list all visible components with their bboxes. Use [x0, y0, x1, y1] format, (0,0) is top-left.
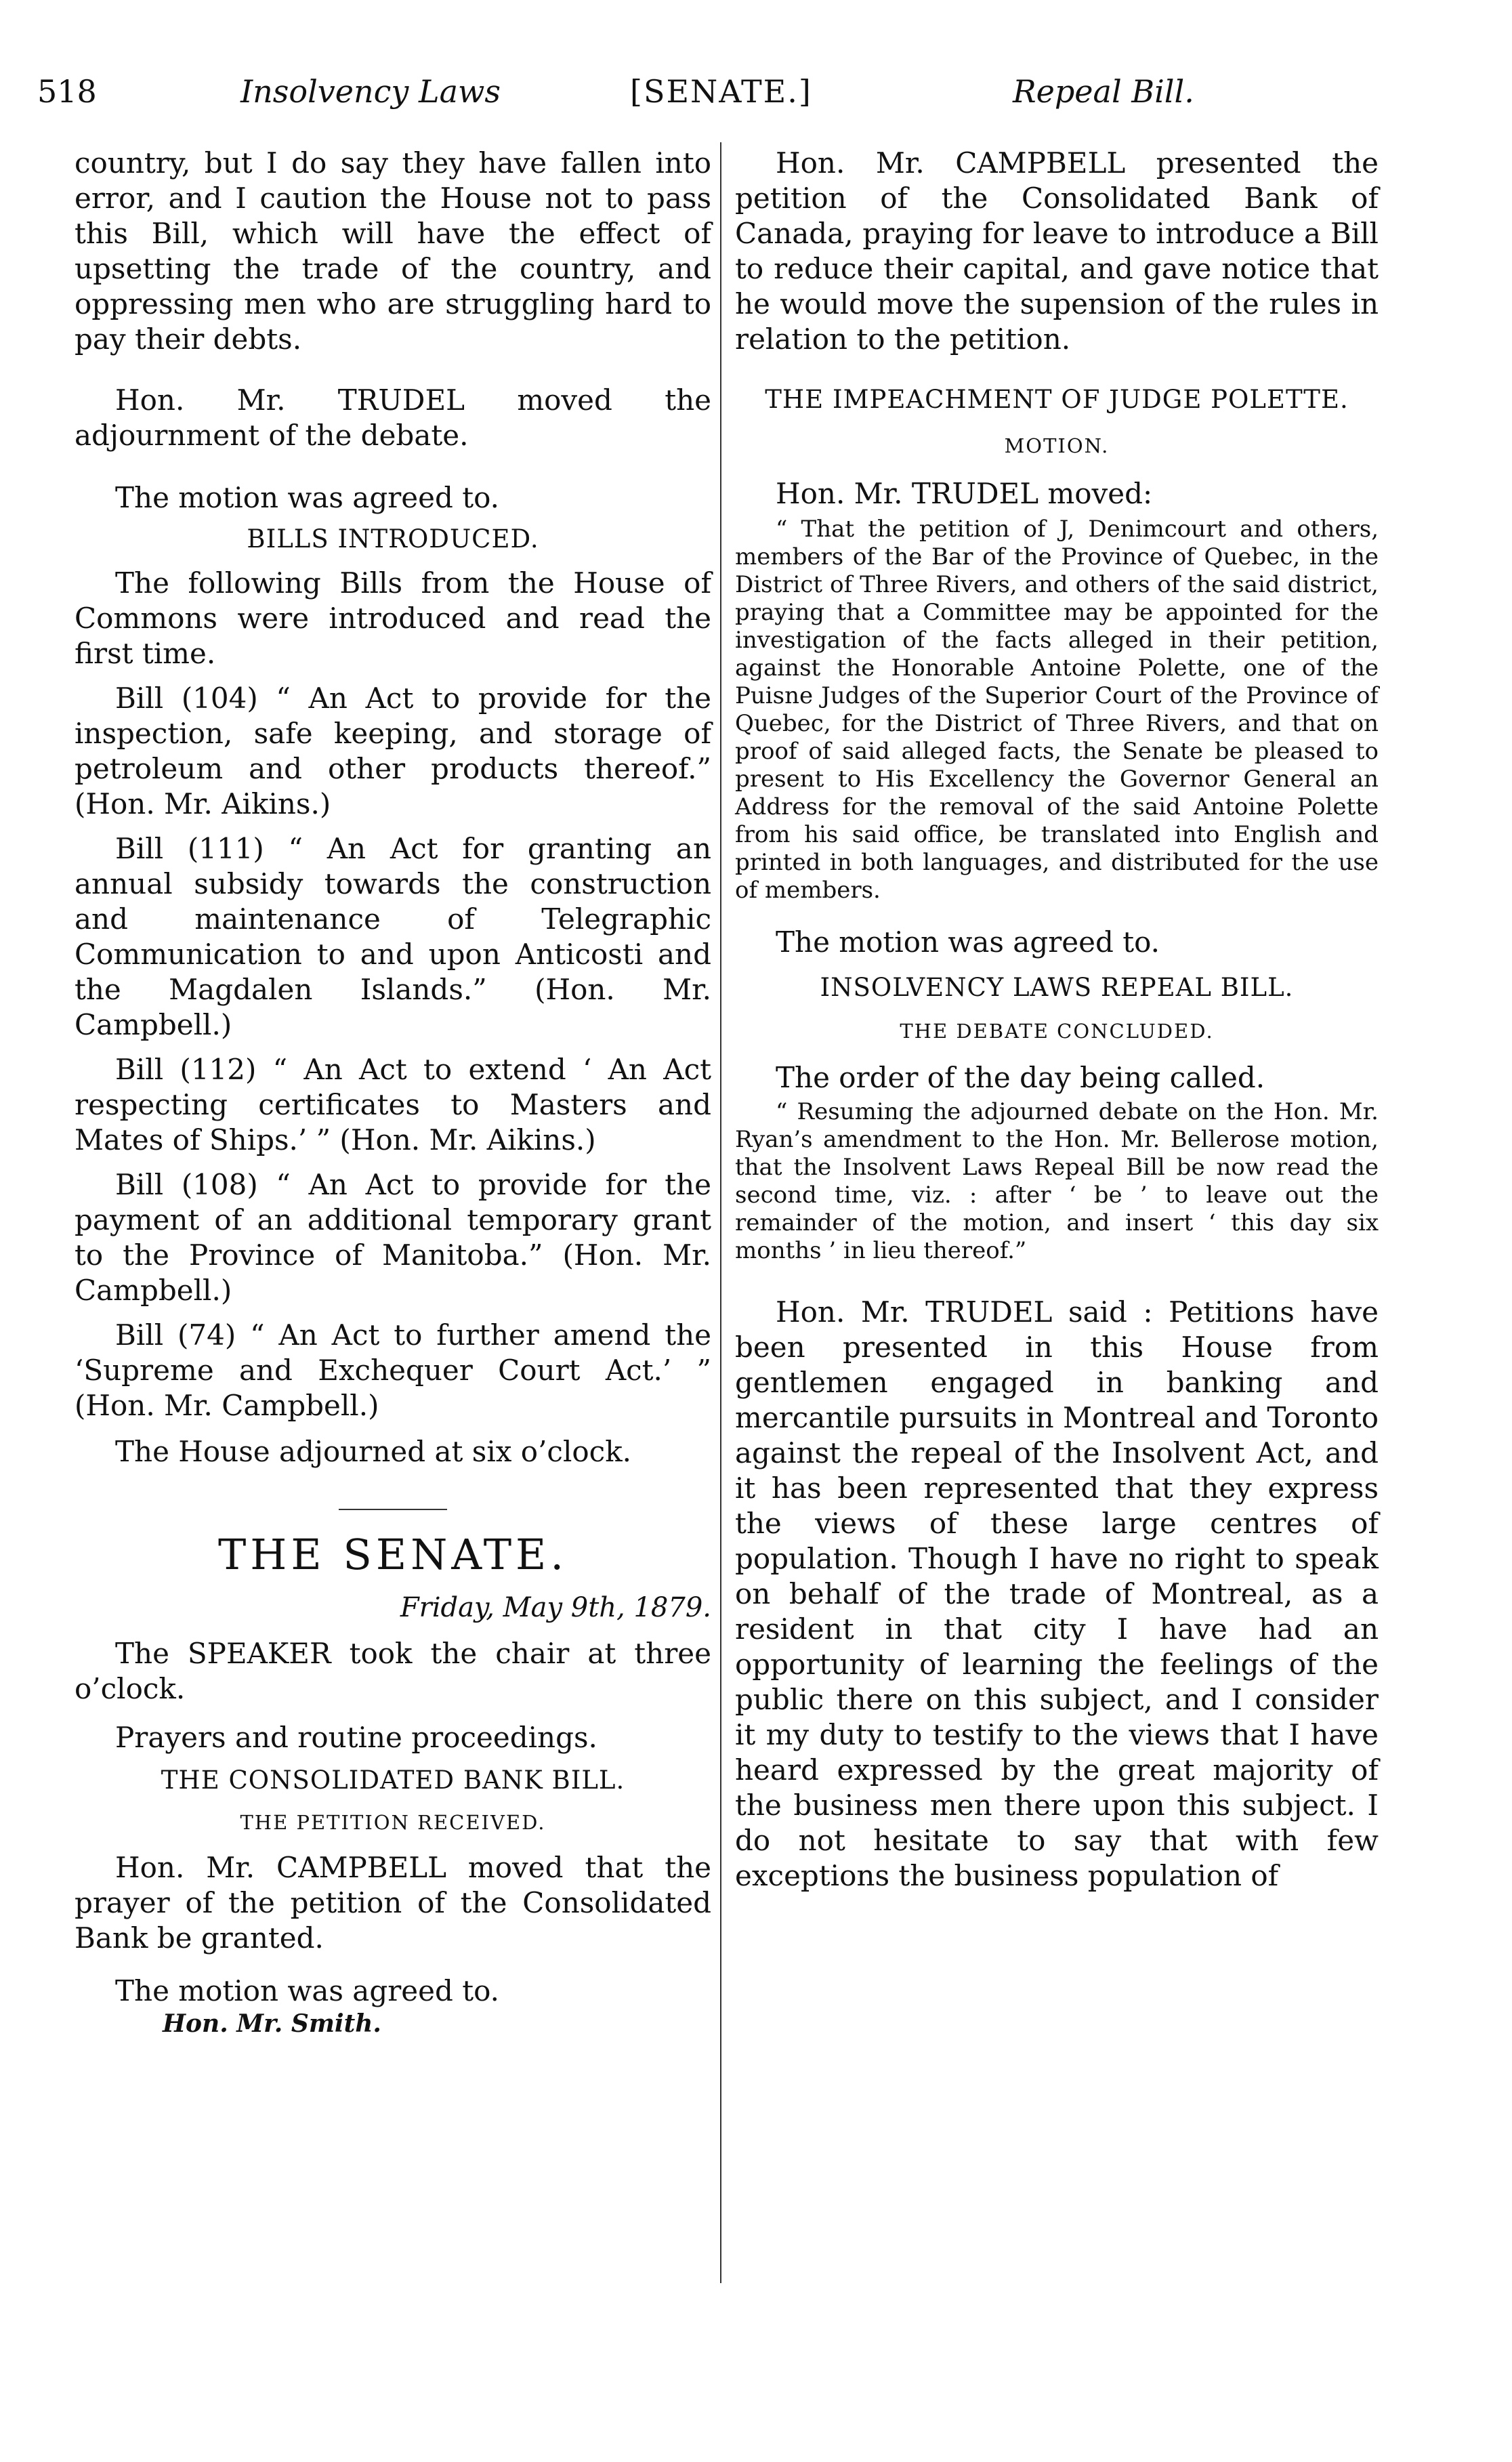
bill-entry: Bill (104) “ An Act to provide for the inspection, safe keeping, and storage of petroleum and other products thereof.” (Hon. Mr. Aikins.) — [75, 682, 711, 820]
paragraph: The order of the day being called. — [776, 1061, 1265, 1094]
header-center-title: [SENATE.] — [630, 73, 812, 110]
bill-entry: Bill (74) “ An Act to further amend the ‘Supreme and Exchequer Court Act.’ ” (Hon. Mr. Campbell.) — [75, 1318, 711, 1422]
paragraph: The motion was agreed to. — [115, 1974, 499, 2007]
right-column — [735, 146, 1379, 1894]
subsection-heading: THE PETITION RECEIVED. — [240, 1811, 546, 1834]
quoted-order: “ Resuming the adjourned debate on the Hon. Mr. Ryan’s amendment to the Hon. Mr. Bellerose motion, that the Insolvent Laws Repeal Bill be now read the second time, viz. : after ‘ be ’ to leave out the remainder of the motion, and insert ‘ this day six months ’ in lieu thereof.” — [735, 1098, 1379, 1264]
section-heading: THE CONSOLIDATED BANK BILL. — [161, 1766, 625, 1795]
paragraph: Hon. Mr. CAMPBELL moved that the prayer of the petition of the Consolidated Bank be granted. — [75, 1851, 711, 1955]
subsection-heading: THE DEBATE CONCLUDED. — [900, 1020, 1214, 1043]
paragraph: The following Bills from the House of Commons were introduced and read the first time. — [75, 566, 711, 670]
dateline: Friday, May 9th, 1879. — [400, 1592, 711, 1623]
header-left-title: Insolvency Laws — [240, 73, 501, 110]
paragraph: Hon. Mr. CAMPBELL presented the petition of the Consolidated Bank of Canada, praying for leave to introduce a Bill to reduce their capital, and gave notice that he would move the supension of the rules in relation to the petition. — [735, 146, 1379, 356]
quoted-motion: “ That the petition of J, Denimcourt and others, members of the Bar of the Province of Quebec, in the District of Three Rivers, and others of the said district, praying that a Committee may be appointed for the investigation of the facts alleged in their petition, against the Honorable Antoine Polette, one of the Puisne Judges of the Superior Court of the Province of Quebec, for the District of Three Rivers, and that on proof of said alleged facts, the Senate be pleased to present to His Excellency the Governor General an Address for the removal of the said Antoine Polette from his said office, be translated into English and printed in both languages, and distributed for the use of members. — [735, 516, 1379, 904]
paragraph: Hon. Mr. TRUDEL moved: — [776, 477, 1153, 510]
paragraph: Hon. Mr. TRUDEL said : Petitions have been presented in this House from gentlemen engaged in banking and mercantile pursuits in Montreal and Toronto against the repeal of the Insolvent Act, and it has been represented that they express the views of these large centres of population. Though I have no right to speak on behalf of the trade of Montreal, as a resident in that city I have had an opportunity of learning the feelings of the public there on this subject, and I consider it my duty to testify to the views that I have heard expressed by the great majority of the business men there upon this subject. I do not hesitate to say that with few exceptions the business population of — [735, 1295, 1379, 1892]
signature-line: Hon. Mr. Smith. — [163, 2009, 381, 2038]
paragraph: Prayers and routine proceedings. — [115, 1721, 597, 1754]
section-heading: THE IMPEACHMENT OF JUDGE POLETTE. — [765, 385, 1349, 414]
bill-entry: Bill (112) “ An Act to extend ‘ An Act respecting certificates to Masters and Mates of Ships.’ ” (Hon. Mr. Aikins.) — [75, 1053, 711, 1156]
senate-title: THE SENATE. — [217, 1530, 568, 1579]
running-head — [37, 73, 1412, 114]
section-heading: BILLS INTRODUCED. — [247, 524, 539, 554]
column-divider — [720, 142, 721, 2283]
bill-entry: Bill (108) “ An Act to provide for the payment of an additional temporary grant to the Province of Manitoba.” (Hon. Mr. Campbell.) — [75, 1168, 711, 1307]
paragraph: The motion was agreed to. — [776, 925, 1160, 959]
subsection-heading: MOTION. — [1004, 434, 1110, 457]
left-column — [75, 146, 711, 2039]
bill-entry: Bill (111) “ An Act for granting an annual subsidy towards the construction and maintenance of Telegraphic Communication to and upon Anticosti and the Magdalen Islands.” (Hon. Mr. Campbell.) — [75, 832, 711, 1041]
header-right-title: Repeal Bill. — [1013, 73, 1194, 110]
section-heading: INSOLVENCY LAWS REPEAL BILL. — [820, 973, 1294, 1002]
paragraph: Hon. Mr. TRUDEL moved the adjournment of the debate. — [75, 383, 711, 452]
paragraph: country, but I do say they have fallen into error, and I caution the House not to pass this Bill, which will have the effect of upsetting the trade of the country, and oppressing men who are struggling hard to pay their debts. — [75, 146, 711, 356]
paragraph: The House adjourned at six o’clock. — [115, 1435, 631, 1468]
paragraph: The SPEAKER took the chair at three o’clock. — [75, 1637, 711, 1705]
page-number: 518 — [37, 73, 97, 110]
paragraph: The motion was agreed to. — [115, 481, 499, 514]
